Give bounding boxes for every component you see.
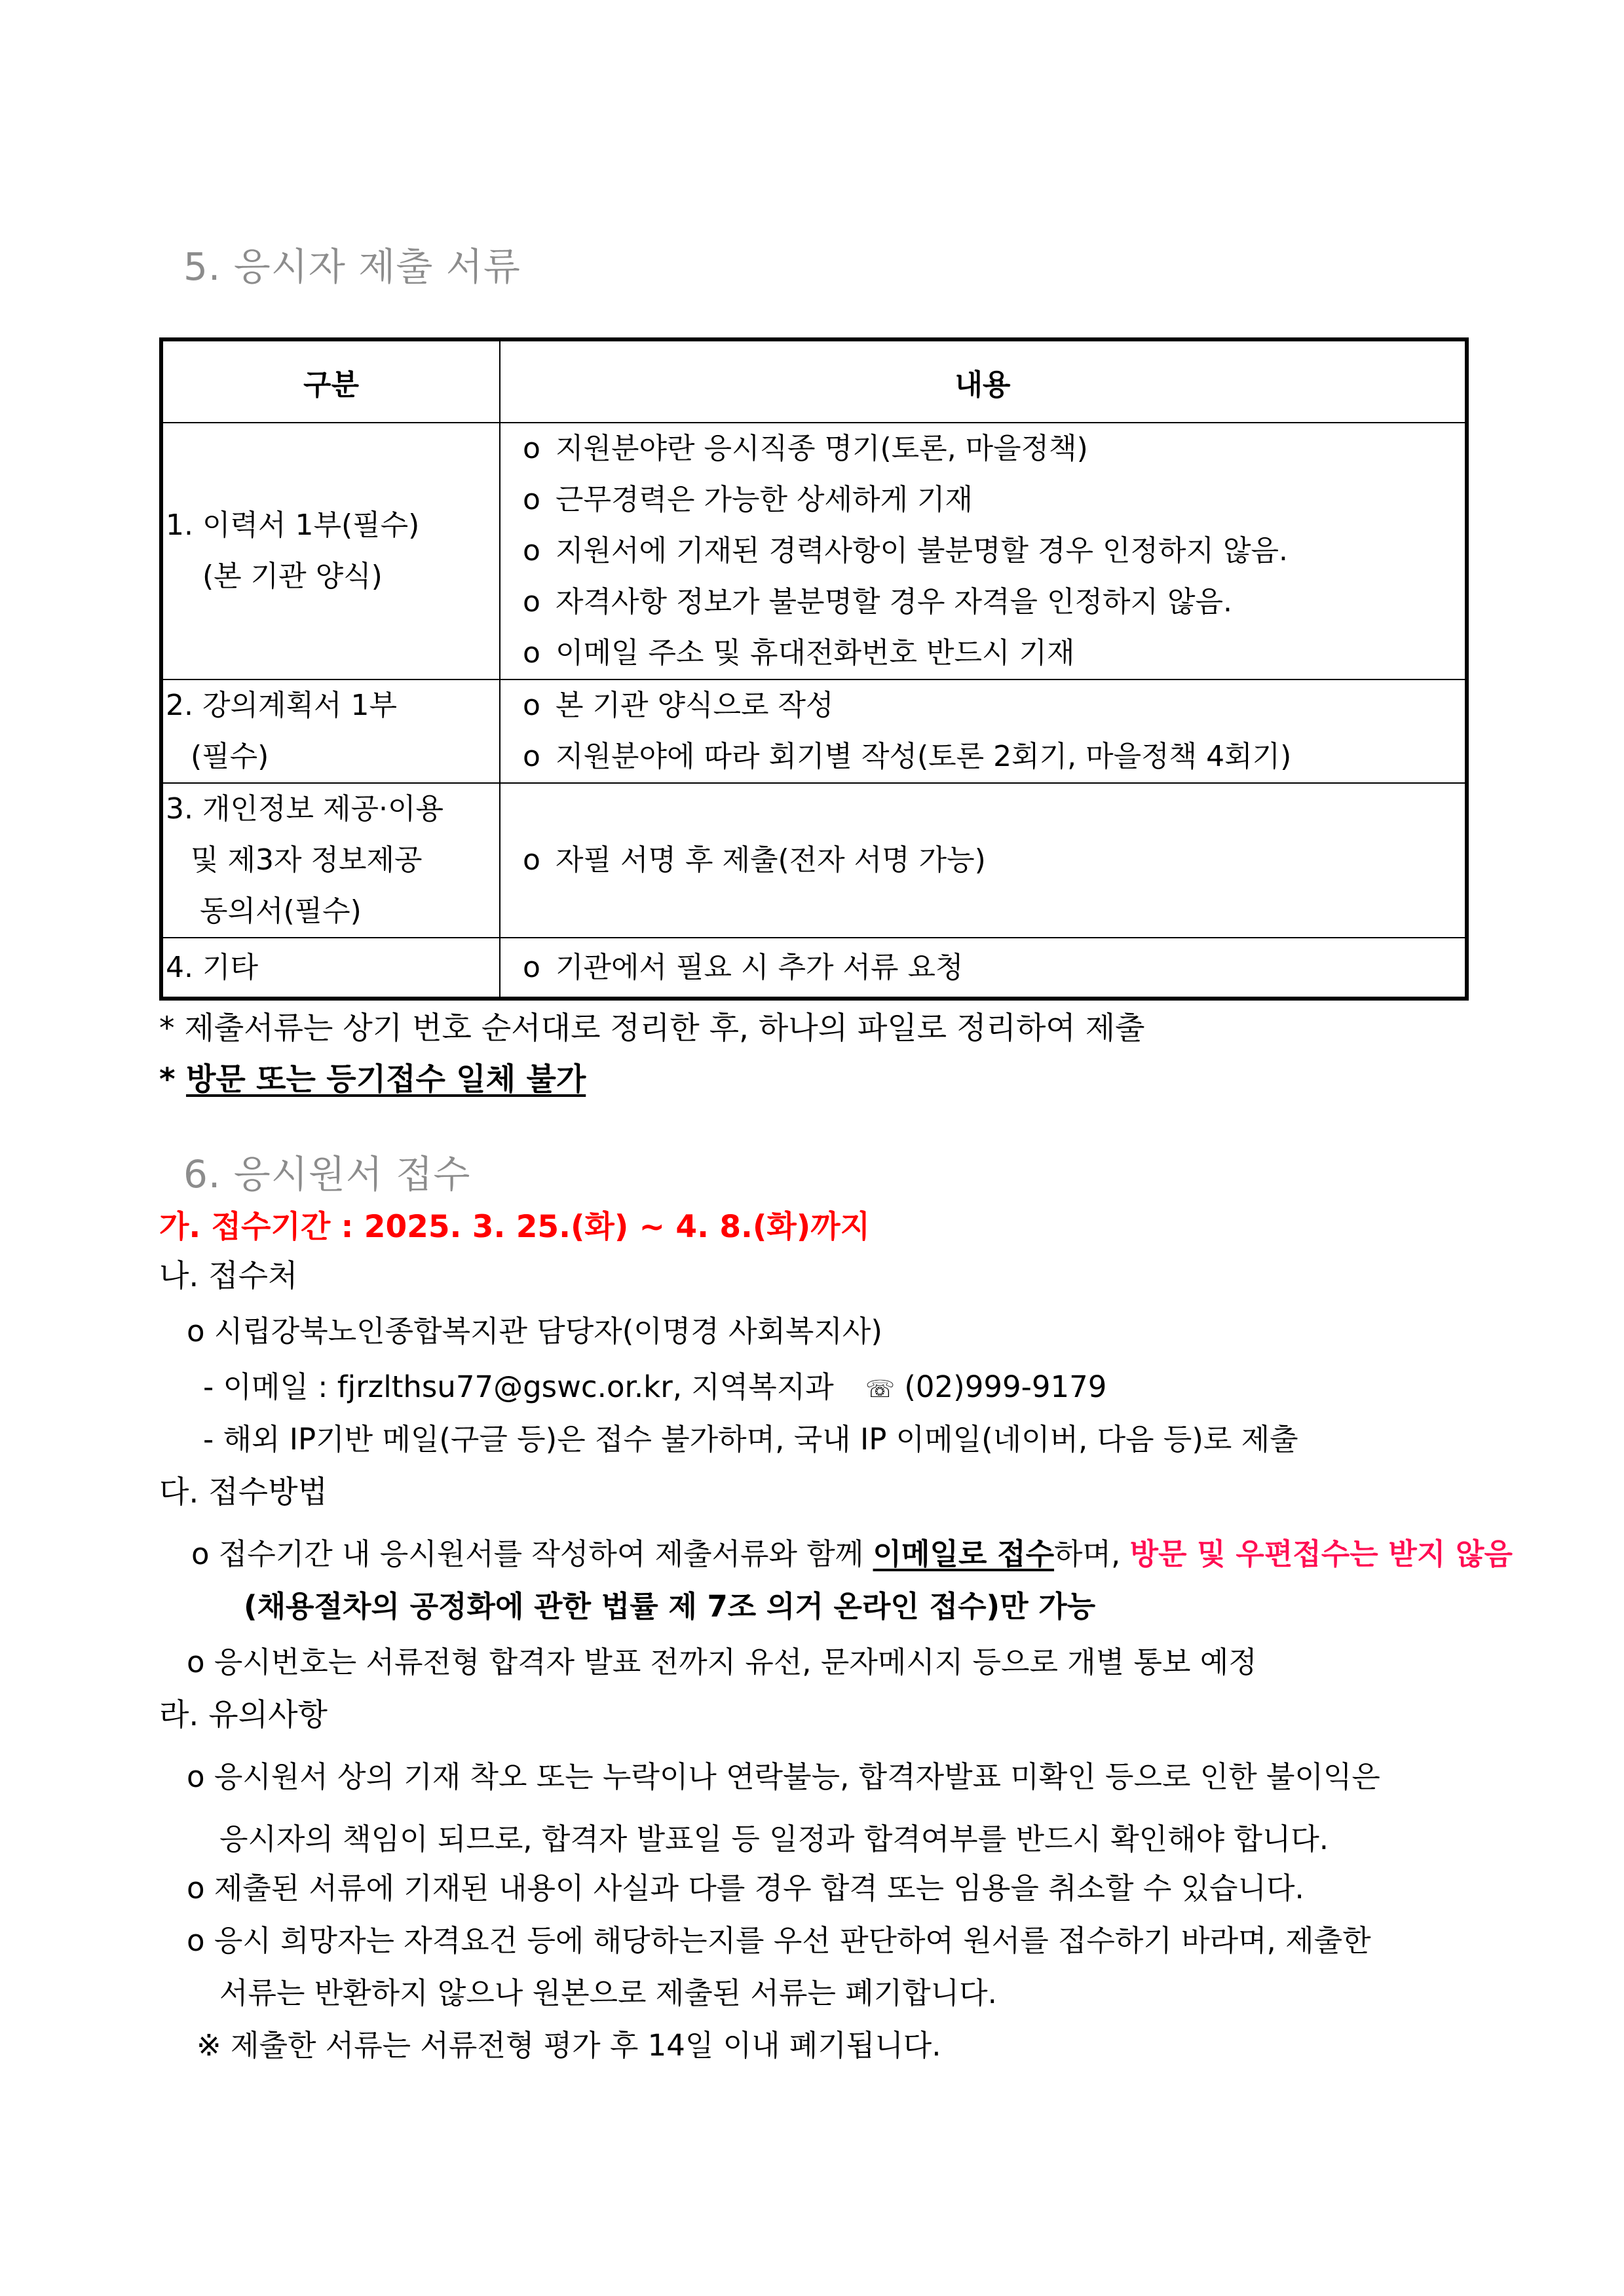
- notice-title: 라. 유의사항: [159, 1697, 328, 1733]
- row-label-line: (본 기관 양식): [202, 560, 383, 593]
- header-content: 내용: [500, 339, 1467, 423]
- section-5-heading: 5. 응시자 제출 서류: [183, 244, 521, 289]
- row-label-line: 1. 이력서 1부(필수): [166, 508, 420, 542]
- method-text: o 접수기간 내 응시원서를 작성하여 제출서류와 함께: [191, 1537, 873, 1571]
- list-item: o 본 기관 양식으로 작성: [523, 689, 834, 722]
- email-line: [203, 1363, 1106, 1406]
- row-content: [500, 679, 1467, 783]
- list-item: o 자격사항 정보가 불분명할 경우 자격을 인정하지 않음.: [523, 585, 1232, 619]
- list-item: o 자필 서명 후 제출(전자 서명 가능): [523, 843, 986, 877]
- overseas-ip-note: - 해외 IP기반 메일(구글 등)은 접수 불가하며, 국내 IP 이메일(네이버, 다음 등)로 제출: [203, 1422, 1298, 1457]
- application-period: 가. 접수기간 : 2025. 3. 25.(화) ~ 4. 8.(화)까지: [159, 1209, 871, 1245]
- notice-bullet-3: o 응시 희망자는 자격요건 등에 해당하는지를 우선 판단하여 원서를 접수하기 바라며, 제출한: [187, 1923, 1371, 1958]
- table-row: [161, 679, 1467, 783]
- phone-number: (02)999-9179: [904, 1369, 1107, 1404]
- row-label-line: 동의서(필수): [200, 894, 362, 928]
- row-label-line: 3. 개인정보 제공·이용: [166, 792, 444, 826]
- note-no-visit-text: 방문 또는 등기접수 일체 불가: [185, 1062, 586, 1098]
- method-text: 하며,: [1054, 1537, 1130, 1571]
- notice-bullet-1: o 응시원서 상의 기재 착오 또는 누락이나 연락불능, 합격자발표 미확인 등으로 인한 불이익은: [187, 1759, 1380, 1794]
- list-item: o 근무경력은 가능한 상세하게 기재: [523, 483, 973, 516]
- row-label: [161, 423, 500, 679]
- note-no-visit: [159, 1055, 586, 1099]
- row-label: [161, 938, 500, 999]
- list-item: o 이메일 주소 및 휴대전화번호 반드시 기재: [523, 636, 1075, 670]
- email-text: - 이메일 : fjrzlthsu77@gswc.or.kr, 지역복지과: [203, 1369, 834, 1404]
- phone-icon: ☏: [865, 1376, 896, 1403]
- row-label: [161, 679, 500, 783]
- place-contact: o 시립강북노인종합복지관 담당자(이명경 사회복지사): [187, 1314, 882, 1349]
- row-label-line: 및 제3자 정보제공: [191, 843, 423, 877]
- row-label-line: (필수): [191, 740, 269, 773]
- row-label-line: 2. 강의계획서 1부: [166, 689, 397, 722]
- method-bullet-2: o 응시번호는 서류전형 합격자 발표 전까지 유선, 문자메시지 등으로 개별 통보 예정: [187, 1645, 1257, 1679]
- table-row: [161, 783, 1467, 938]
- method-no-visit-warning: 방문 및 우편접수는 받지 않음: [1129, 1537, 1513, 1571]
- row-label-line: 4. 기타: [166, 950, 258, 984]
- table-header-row: [161, 339, 1467, 423]
- section-6-heading: 6. 응시원서 접수: [183, 1152, 471, 1196]
- table-row: [161, 938, 1467, 999]
- note-asterisk: *: [159, 1062, 176, 1098]
- notice-bullet-2: o 제출된 서류에 기재된 내용이 사실과 다를 경우 합격 또는 임용을 취소할 수 있습니다.: [187, 1871, 1304, 1905]
- list-item: o 지원분야에 따라 회기별 작성(토론 2회기, 마을정책 4회기): [523, 740, 1292, 773]
- table-row: [161, 423, 1467, 679]
- header-category: 구분: [161, 339, 500, 423]
- method-bullet-1-line2: (채용절차의 공정화에 관한 법률 제 7조 의거 온라인 접수)만 가능: [244, 1589, 1096, 1624]
- row-content: [500, 783, 1467, 938]
- method-email-emphasis: 이메일로 접수: [873, 1537, 1055, 1571]
- row-content: [500, 938, 1467, 999]
- method-bullet-1: [191, 1530, 1513, 1573]
- submission-documents-table: [159, 337, 1469, 1001]
- list-item: o 지원서에 기재된 경력사항이 불분명할 경우 인정하지 않음.: [523, 534, 1288, 567]
- method-title: 다. 접수방법: [159, 1474, 328, 1510]
- notice-bullet-3-line2: 서류는 반환하지 않으나 원본으로 제출된 서류는 폐기합니다.: [219, 1976, 997, 2010]
- row-content: [500, 423, 1467, 679]
- list-item: o 지원분야란 응시직종 명기(토론, 마을정책): [523, 432, 1088, 465]
- notice-bullet-1-line2: 응시자의 책임이 되므로, 합격자 발표일 등 일정과 합격여부를 반드시 확인해야 합니다.: [219, 1822, 1329, 1856]
- note-file-order: * 제출서류는 상기 번호 순서대로 정리한 후, 하나의 파일로 정리하여 제출: [159, 1010, 1145, 1046]
- row-label: [161, 783, 500, 938]
- list-item: o 기관에서 필요 시 추가 서류 요청: [523, 950, 964, 984]
- notice-reference: ※ 제출한 서류는 서류전형 평가 후 14일 이내 폐기됩니다.: [197, 2028, 941, 2063]
- place-title: 나. 접수처: [159, 1258, 298, 1294]
